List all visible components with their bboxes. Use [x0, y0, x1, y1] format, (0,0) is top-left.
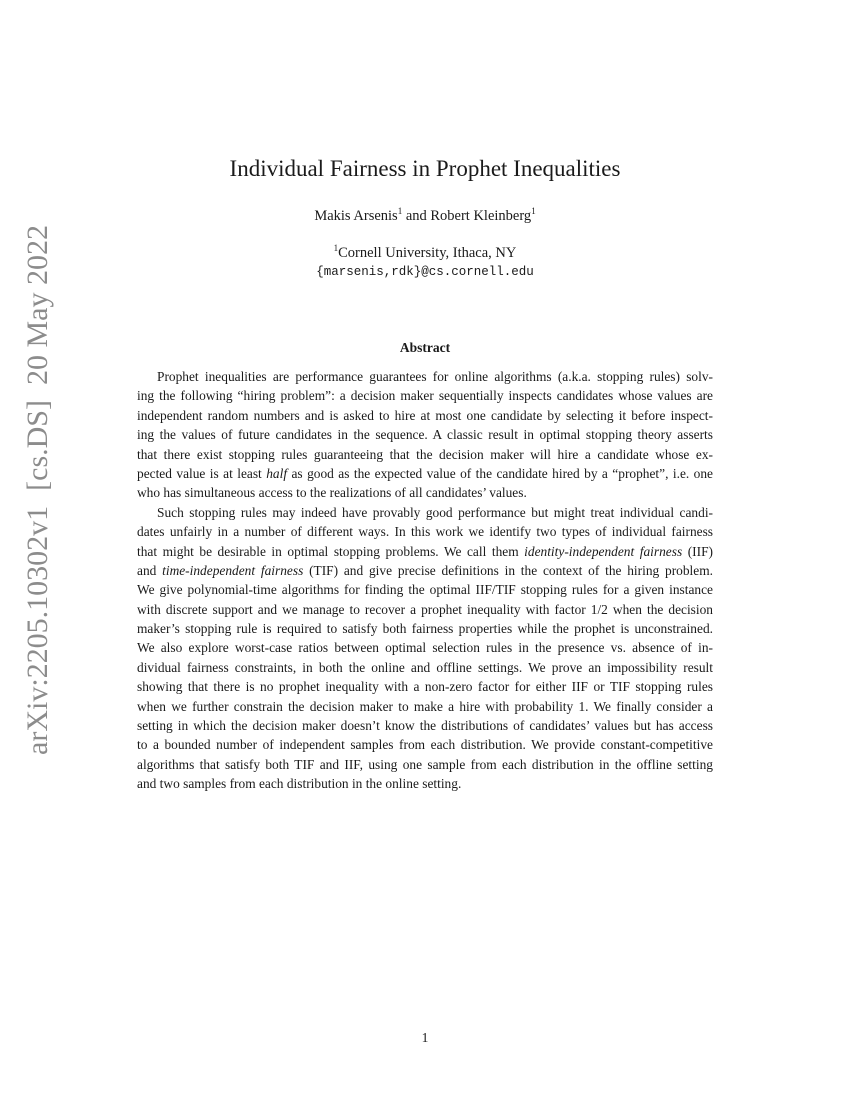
text-segment: that might be desirable in optimal stopping problems. We call them [137, 543, 525, 559]
text-segment: that there exist stopping rules guaranteeing that the decision maker will hire a candidate whose ex- [137, 446, 713, 462]
abstract-line [137, 561, 713, 580]
abstract-body [137, 367, 713, 794]
text-segment: when we further constrain the decision maker to make a hire with probability 1. We finally consider a [137, 698, 713, 714]
abstract-line [137, 716, 713, 735]
abstract-line [137, 425, 713, 444]
abstract-line [137, 406, 713, 425]
abstract-line [137, 600, 713, 619]
abstract-line [137, 638, 713, 657]
abstract-line [137, 774, 713, 793]
text-segment: and [137, 562, 163, 578]
text-segment: with discrete support and we manage to recover a prophet inequality with factor 1/2 when the decision [137, 601, 713, 617]
text-segment: dividual fairness constraints, in both the online and offline settings. We prove an impossibility result [137, 659, 713, 675]
abstract-line [137, 542, 713, 561]
abstract-line [137, 735, 713, 754]
text-segment: Such stopping rules may indeed have provably good performance but might treat individual candi- [157, 504, 713, 520]
abstract-line [137, 522, 713, 541]
arxiv-stamp: arXiv:2205.10302v1 [cs.DS] 20 May 2022 [21, 225, 54, 755]
text-segment: Prophet inequalities are performance guarantees for online algorithms (a.k.a. stopping rules) solv- [157, 369, 713, 384]
affiliation [0, 243, 850, 263]
text-segment: dates unfairly in a number of different ways. In this work we identify two types of individual fairness [137, 524, 713, 540]
text-segment: pected value is at least [137, 465, 267, 481]
author-name: Robert Kleinberg [430, 208, 532, 224]
text-segment: (TIF) and give precise definitions in the context of the hiring problem. [303, 562, 713, 578]
paper-title: Individual Fairness in Prophet Inequalities [229, 156, 621, 181]
abstract-line [137, 677, 713, 696]
author-affil-mark: 1 [531, 206, 536, 216]
text-segment: showing that there is no prophet inequality with a non-zero factor for either IIF or TIF stopping rules [137, 679, 713, 695]
abstract-line [137, 445, 713, 464]
text-segment: ing the values of future candidates in the sequence. A classic result in optimal stopping theory asserts [137, 427, 713, 443]
text-segment: who has simultaneous access to the realizations of all candidates’ values. [137, 485, 527, 501]
text-segment: independent random numbers and is asked to hire at most one candidate by selecting it before inspect- [137, 407, 713, 423]
affiliation-text: Cornell University, Ithaca, NY [338, 245, 517, 261]
authors [0, 206, 850, 226]
text-segment: (IIF) [682, 543, 713, 559]
emphasis-text: identity-independent fairness [524, 543, 683, 559]
author-separator: and [405, 208, 427, 224]
page-number: 1 [421, 1030, 429, 1045]
text-segment: to a bounded number of independent samples from each distribution. We provide constant-competitive [137, 737, 713, 753]
abstract-line [137, 580, 713, 599]
abstract-line [137, 755, 713, 774]
text-segment: ing the following “hiring problem”: a decision maker sequentially inspects candidates whose values are [137, 388, 713, 404]
text-segment: algorithms that satisfy both TIF and IIF, using one sample from each distribution in the offline setting [137, 756, 713, 772]
emphasis-text: half [266, 465, 288, 481]
text-segment: as good as the expected value of the candidate hired by a “prophet”, i.e. one [287, 465, 713, 481]
text-segment: We give polynomial-time algorithms for finding the optimal IIF/TIF stopping rules for a given instance [137, 582, 713, 598]
abstract-line [137, 503, 713, 522]
text-segment: and two samples from each distribution in the online setting. [137, 776, 462, 792]
affil-mark: 1 [333, 243, 339, 253]
email: {marsenis,rdk}@cs.cornell.edu [316, 265, 534, 279]
text-segment: setting in which the decision maker doesn’t know the distributions of candidates’ values but has access [137, 718, 713, 734]
abstract-line [137, 367, 713, 386]
author-affil-mark: 1 [397, 206, 403, 216]
abstract-line [137, 386, 713, 405]
text-segment: We also explore worst-case ratios between optimal selection rules in the presence vs. absence of in- [137, 640, 713, 656]
text-segment: maker’s stopping rule is required to satisfy both fairness properties while the prophet is unconstrained. [137, 621, 713, 637]
abstract-line [137, 483, 713, 502]
abstract-line [137, 697, 713, 716]
abstract-line [137, 464, 713, 483]
author-name: Makis Arsenis [314, 208, 398, 224]
abstract-line [137, 658, 713, 677]
emphasis-text: time-independent fairness [162, 562, 304, 578]
abstract-line [137, 619, 713, 638]
abstract-heading: Abstract [399, 340, 451, 355]
